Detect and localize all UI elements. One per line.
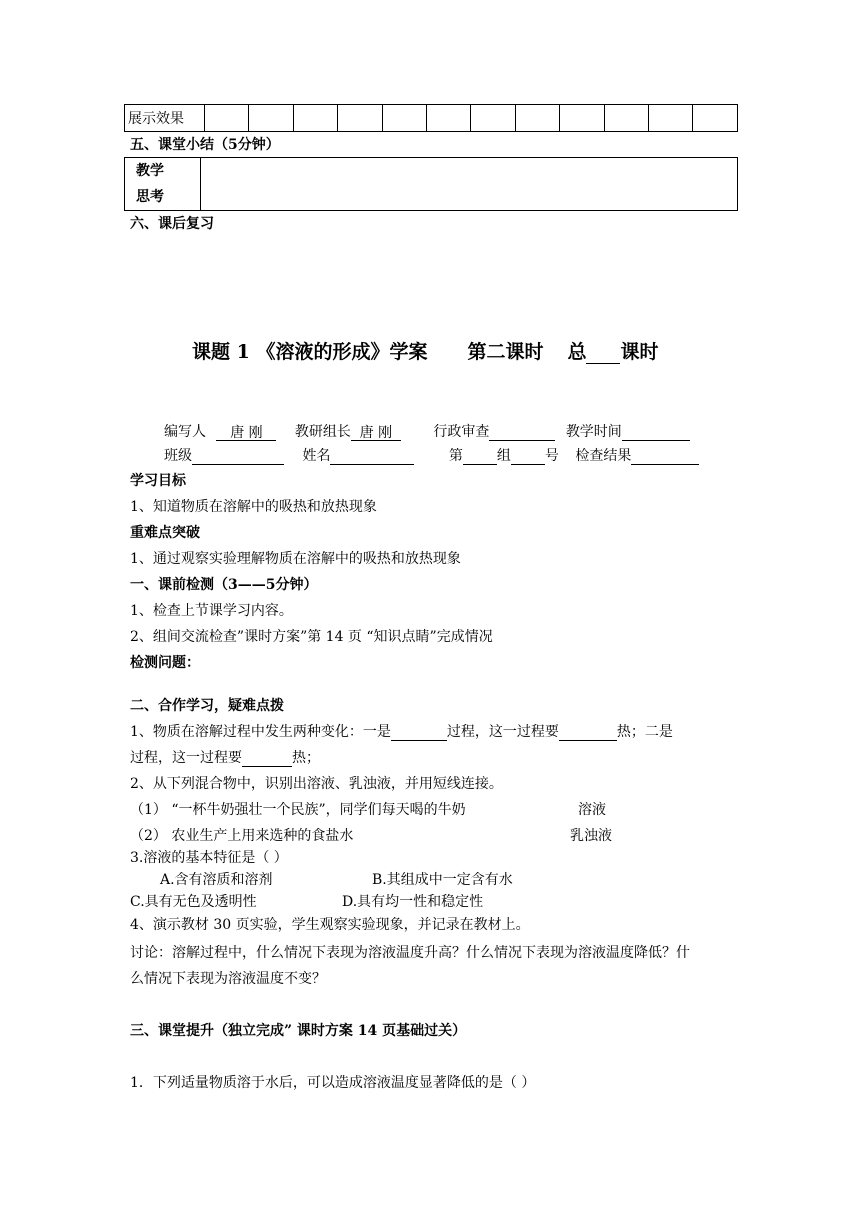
- q3-option-b: B.其组成中一定含有水: [372, 872, 513, 888]
- q2-item1: （1） “一杯牛奶强壮一个民族”，同学们每天喝的牛奶: [130, 802, 466, 818]
- q3-option-c: C.具有无色及透明性: [130, 894, 257, 910]
- table-cell: [338, 105, 382, 132]
- table-cell: [249, 105, 293, 132]
- reflection-content: [201, 158, 738, 211]
- section3-heading: 三、课堂提升（独立完成” 课时方案 14 页基础过关）: [130, 1023, 467, 1039]
- q1-text-a: 1、物质在溶解过程中发生两种变化：一是: [130, 724, 391, 740]
- result-label: 检查结果: [575, 448, 632, 464]
- teaching-time-blank[interactable]: [622, 424, 690, 441]
- table-row: [125, 105, 738, 132]
- table-cell: [560, 105, 604, 132]
- detected-problems-label: 检测问题：: [130, 655, 200, 671]
- section1-heading: 一、课前检测（3——5分钟）: [130, 577, 318, 593]
- table-cell: [427, 105, 471, 132]
- q1-blank-2[interactable]: [559, 724, 617, 741]
- group-pre: 第: [448, 448, 463, 464]
- teaching-reflection-table: [124, 157, 738, 211]
- admin-review-blank[interactable]: [489, 424, 555, 441]
- check-result-blank[interactable]: [631, 448, 699, 465]
- number-blank[interactable]: [511, 448, 545, 465]
- group-post: 号: [544, 448, 559, 464]
- q1-text-e: 热；: [292, 750, 320, 766]
- display-effect-table: [124, 104, 738, 132]
- q1-blank-1[interactable]: [391, 724, 447, 741]
- q4-text: 4、演示教材 30 页实验，学生观察实验现象，并记录在教材上。: [130, 917, 530, 933]
- section1-item2: 2、组间交流检查”课时方案”第 14 页 “知识点睛”完成情况: [130, 629, 493, 645]
- objectives-heading: 学习目标: [130, 473, 186, 489]
- table-cell: [293, 105, 337, 132]
- name-blank[interactable]: [330, 448, 414, 465]
- table-cell: [471, 105, 515, 132]
- reflection-label-line2: 思考: [136, 189, 164, 205]
- q1-text-b: 过程，这一过程要: [446, 724, 559, 740]
- key-points-heading: 重难点突破: [130, 525, 200, 541]
- q3-text: 3.溶液的基本特征是（ ）: [130, 850, 288, 866]
- q2-item2: （2） 农业生产上用来选种的食盐水: [130, 828, 354, 844]
- admin-label: 行政审查: [433, 424, 490, 440]
- q2-text: 2、从下列混合物中，识别出溶液、乳浊液，并用短线连接。: [130, 776, 503, 792]
- title-session: 第二课时: [467, 341, 544, 363]
- author-label: 编写人: [164, 424, 206, 440]
- reflection-label-line1: 教学: [136, 163, 164, 179]
- time-label: 教学时间: [565, 424, 622, 440]
- class-label: 班级: [164, 448, 192, 464]
- q3-option-a: A.含有溶质和溶剂: [160, 872, 273, 888]
- page-title: [192, 340, 659, 364]
- section3-q1: 1．下列适量物质溶于水后，可以造成溶液温度显著降低的是（ ）: [130, 1075, 536, 1091]
- reflection-label: [125, 158, 201, 211]
- info-row-2: [164, 447, 699, 465]
- section1-item1: 1、检查上节课学习内容。: [130, 603, 293, 619]
- q3-option-d: D.具有均一性和稳定性: [342, 894, 484, 910]
- table-cell: [604, 105, 648, 132]
- title-total-pre: 总: [567, 341, 587, 363]
- table-cell: [382, 105, 426, 132]
- total-sessions-blank[interactable]: [586, 343, 620, 364]
- q1-text-c: 热；二是: [616, 724, 673, 740]
- discussion-line2: 么情况下表现为溶液温度不变？: [130, 971, 326, 987]
- key-points-item: 1、通过观察实验理解物质在溶解中的吸热和放热现象: [130, 551, 461, 567]
- discussion-line1: 讨论：溶解过程中，什么情况下表现为溶液温度升高？什么情况下表现为溶液温度降低？什: [130, 945, 690, 961]
- table-cell: [515, 105, 559, 132]
- q1-line1: [130, 723, 673, 741]
- objectives-item: 1、知道物质在溶解中的吸热和放热现象: [130, 499, 377, 515]
- q1-text-d: 过程，这一过程要: [130, 750, 242, 766]
- leader-label: 教研组长: [294, 424, 351, 440]
- title-total-post: 课时: [620, 341, 659, 363]
- table-cell: [205, 105, 249, 132]
- leader-value: 唐 刚: [351, 424, 401, 441]
- q2-item1-right: 溶液: [578, 802, 606, 818]
- table-row: [125, 158, 738, 211]
- display-effect-label: 展示效果: [125, 105, 205, 132]
- table-cell: [693, 105, 738, 132]
- name-label: 姓名: [302, 448, 331, 464]
- table-cell: [649, 105, 693, 132]
- group-mid: 组: [496, 448, 511, 464]
- class-blank[interactable]: [192, 448, 284, 465]
- q1-line2: [130, 749, 320, 767]
- section2-heading: 二、合作学习，疑难点拨: [130, 698, 284, 714]
- section5-heading: 五、课堂小结（5分钟）: [130, 137, 280, 153]
- section6-heading: 六、课后复习: [130, 216, 214, 232]
- author-value: 唐 刚: [216, 424, 276, 441]
- q2-item2-right: 乳浊液: [570, 828, 612, 844]
- info-row-1: [164, 423, 690, 441]
- q1-blank-3[interactable]: [242, 750, 292, 767]
- group-blank[interactable]: [463, 448, 497, 465]
- title-prefix: 课题 1 《溶液的形成》学案: [192, 341, 428, 363]
